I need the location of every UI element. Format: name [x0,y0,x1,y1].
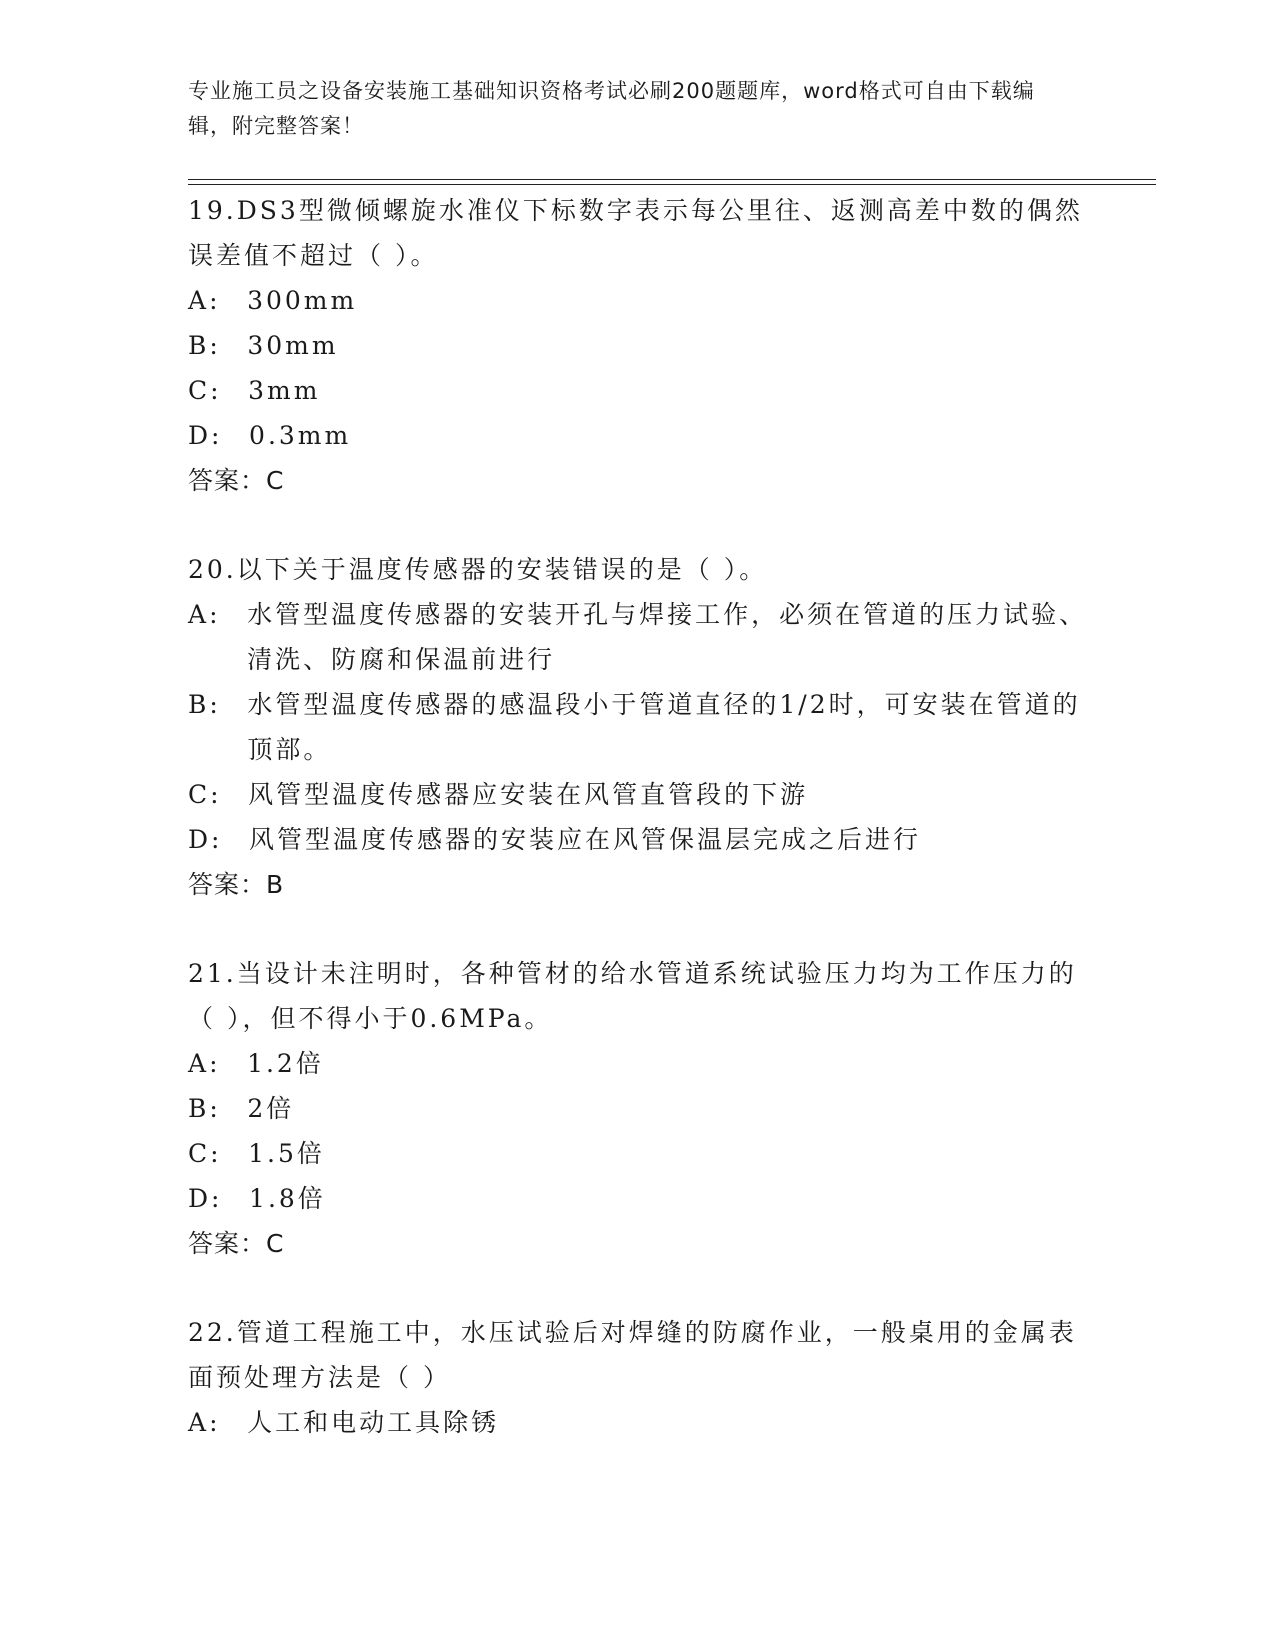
header-divider-bottom [188,184,1156,185]
question-stem: 20.以下关于温度传感器的安装错误的是（ ）。 [188,555,768,584]
option-text: 300mm [247,286,358,315]
question-stem: 22.管道工程施工中，水压试验后对焊缝的防腐作业，一般桌用的金属表面预处理方法是（ ） [188,1318,1077,1392]
option-letter: C [188,1139,211,1168]
option-letter: A [188,600,210,629]
option-d [188,413,1088,458]
option-separator: : [210,780,222,809]
option-letter: A [188,1408,210,1437]
option-separator: : [209,1408,221,1437]
option-separator: : [211,825,223,854]
option-separator: : [211,421,223,450]
option-separator: : [209,331,221,360]
option-letter: A [188,1049,210,1078]
option-separator: : [210,1139,222,1168]
option-text: 3mm [248,376,321,405]
option-separator: : [209,286,221,315]
option-d [188,817,1088,862]
option-letter: C [188,376,211,405]
question-stem: 19.DS3型微倾螺旋水准仪下标数字表示每公里往、返测高差中数的偶然误差值不超过（ ）。 [188,196,1083,270]
option-text: 1.2倍 [247,1049,324,1078]
answer-line: 答案：C [188,1229,285,1258]
option-letter: D [188,1184,212,1213]
option-letter: B [188,690,210,719]
option-a [188,592,1088,682]
option-text: 人工和电动工具除锈 [247,1408,500,1437]
question-list [188,188,1088,1489]
answer-line: 答案：B [188,870,285,899]
option-b [188,682,1088,772]
question-21 [188,951,1088,1266]
header-divider-top [188,179,1156,180]
option-letter: B [188,1094,210,1123]
option-letter: A [188,286,210,315]
question-22 [188,1310,1088,1445]
document-header [188,74,1068,144]
option-text: 水管型温度传感器的感温段小于管道直径的1/2时，可安装在管道的顶部。 [247,690,1081,764]
option-text: 水管型温度传感器的安装开孔与焊接工作，必须在管道的压力试验、清洗、防腐和保温前进行 [247,600,1088,674]
document-title: 专业施工员之设备安装施工基础知识资格考试必刷200题题库，word格式可自由下载编辑，附完整答案！ [188,79,1035,138]
option-letter: D [188,421,212,450]
question-20 [188,547,1088,907]
option-text: 1.8倍 [249,1184,326,1213]
option-separator: : [209,690,221,719]
question-stem: 21.当设计未注明时，各种管材的给水管道系统试验压力均为工作压力的（ ），但不得小于0.6MPa。 [188,959,1077,1033]
option-a [188,1041,1088,1086]
option-d [188,1176,1088,1221]
option-letter: B [188,331,210,360]
option-c [188,368,1088,413]
option-a [188,1400,1088,1445]
option-b [188,1086,1088,1131]
option-c [188,772,1088,817]
option-text: 30mm [247,331,339,360]
option-a [188,278,1088,323]
option-letter: C [188,780,211,809]
option-b [188,323,1088,368]
option-separator: : [209,1094,221,1123]
option-text: 0.3mm [249,421,352,450]
option-separator: : [211,1184,223,1213]
option-text: 2倍 [247,1094,295,1123]
option-text: 风管型温度传感器的安装应在风管保温层完成之后进行 [249,825,922,854]
option-separator: : [210,376,222,405]
option-c [188,1131,1088,1176]
option-text: 1.5倍 [248,1139,325,1168]
question-19 [188,188,1088,503]
option-letter: D [188,825,212,854]
option-separator: : [209,600,221,629]
option-separator: : [209,1049,221,1078]
option-text: 风管型温度传感器应安装在风管直管段的下游 [248,780,809,809]
answer-line: 答案：C [188,466,285,495]
